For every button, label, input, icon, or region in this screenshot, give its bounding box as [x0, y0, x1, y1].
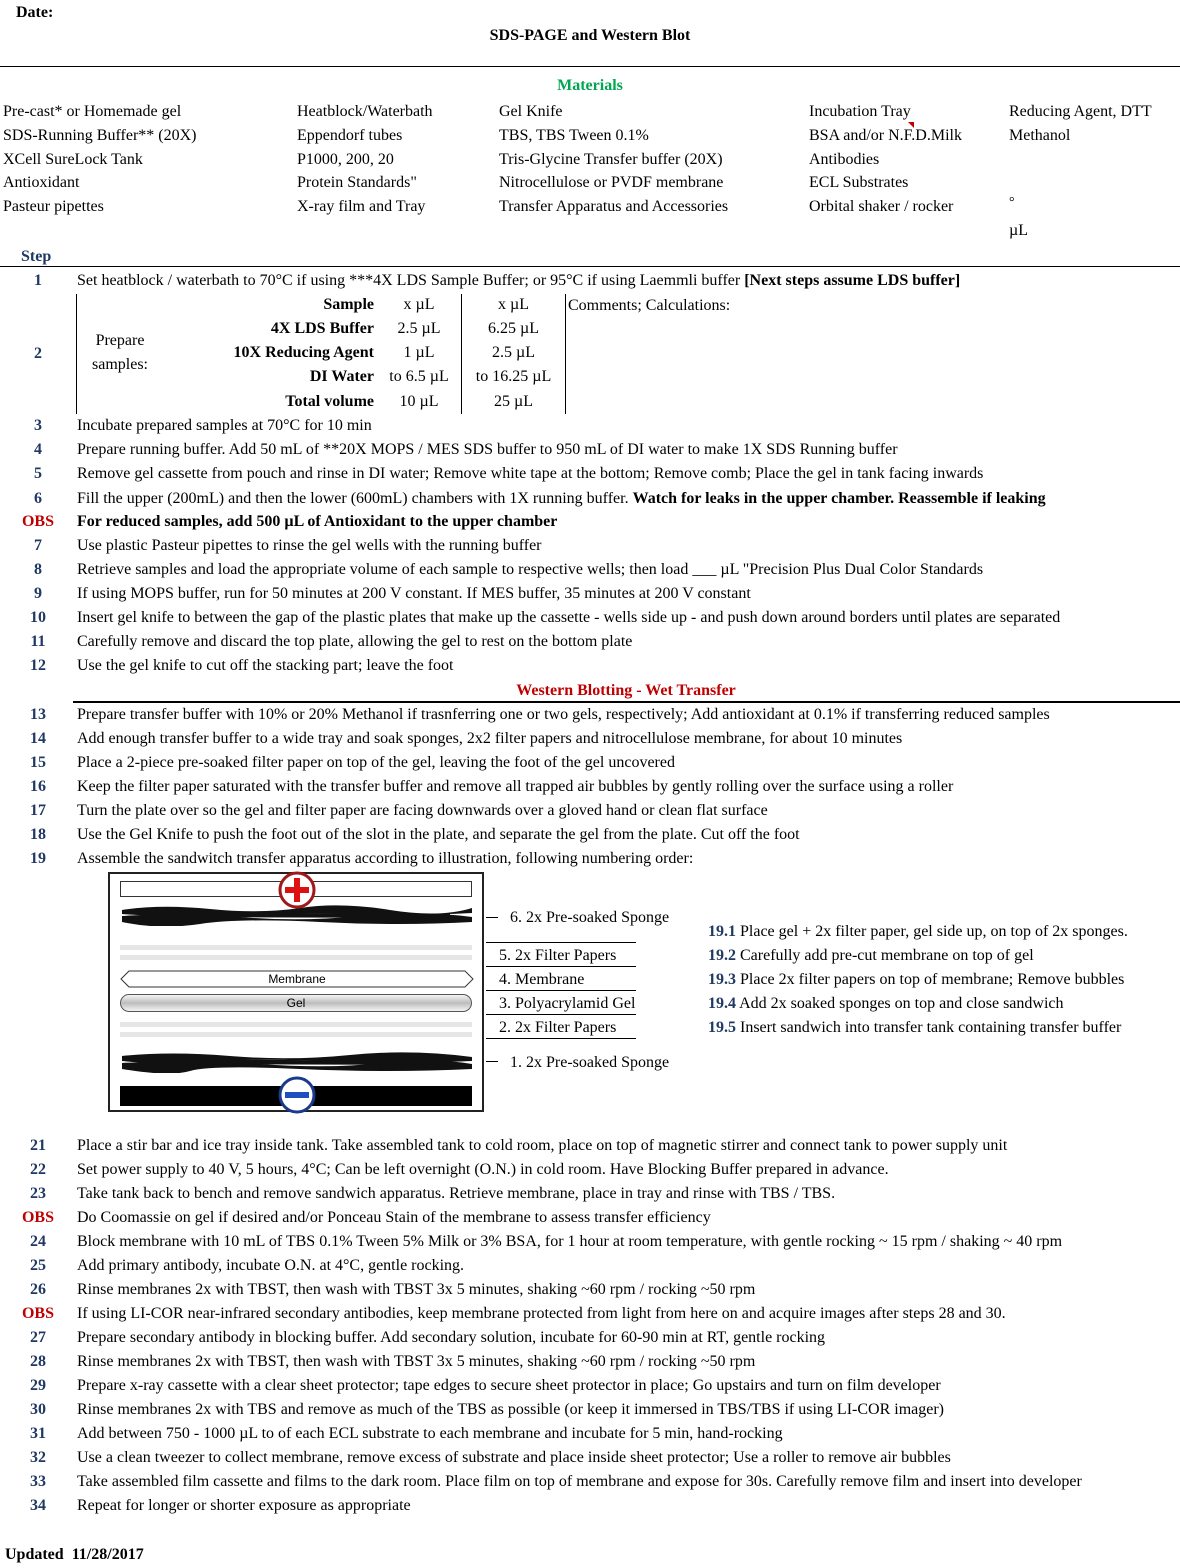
step-text: Add primary antibody, incubate O.N. at 4°C, gentle rocking.: [77, 1257, 465, 1274]
step-text: Add between 750 - 1000 µL to of each ECL substrate to each membrane and incubate for 5 min, hand-rocking: [77, 1425, 783, 1442]
step-row: [0, 729, 1180, 753]
step-row: [0, 1448, 1180, 1472]
substep-number: 19.4: [708, 995, 736, 1012]
step-number: 31: [30, 1425, 46, 1442]
substep-text: Place 2x filter papers on top of membrane; Remove bubbles: [736, 971, 1125, 988]
material-item: Protein Standards": [297, 174, 417, 191]
material-item: Pasteur pipettes: [3, 198, 104, 215]
substep-number: 19.2: [708, 947, 736, 964]
leader-line: [486, 942, 636, 943]
material-item: Nitrocellulose or PVDF membrane: [499, 174, 724, 191]
step-number: 12: [30, 657, 46, 674]
reagent-value: x µL: [498, 296, 529, 313]
negative-electrode-icon: [277, 1075, 317, 1115]
step-row: [0, 825, 1180, 849]
step-number: 34: [30, 1497, 46, 1514]
updated-date: 11/28/2017: [71, 1546, 144, 1563]
step-row: [0, 608, 1180, 632]
step-heading: Step: [21, 248, 52, 265]
layer-label: 5. 2x Filter Papers: [499, 947, 617, 964]
step-text: Turn the plate over so the gel and filter paper are facing downwards over a gloved hand or clean flat surface: [77, 802, 768, 819]
step-text: Take tank back to bench and remove sandwich apparatus. Retrieve membrane, place in tray and rinse with TBS / TBS.: [77, 1185, 836, 1202]
step-number: 21: [30, 1137, 46, 1154]
prepare-label: samples:: [92, 356, 148, 373]
step-row: [0, 440, 1180, 464]
step-text: Take assembled film cassette and films to the dark room. Place film on top of membrane and expose for 30s. Carefully remove film and insert into developer: [77, 1473, 1082, 1490]
step-group: [0, 1136, 1180, 1520]
obs-label: OBS: [21, 1305, 54, 1322]
leader-line: [486, 1061, 498, 1062]
material-item: X-ray film and Tray: [297, 198, 426, 215]
layer-label: 2. 2x Filter Papers: [499, 1019, 617, 1036]
step-number: 3: [34, 417, 42, 434]
step-text: Add enough transfer buffer to a wide tray and soak sponges, 2x2 filter papers and nitrocellulose membrane, for about 10 minutes: [77, 730, 903, 747]
positive-electrode-icon: [277, 870, 317, 910]
step-row: [0, 1184, 1180, 1208]
material-item: SDS-Running Buffer** (20X): [3, 127, 197, 144]
substep-text: Carefully add pre-cut membrane on top of gel: [736, 947, 1034, 964]
step-number: 30: [30, 1401, 46, 1418]
step-row: [0, 1136, 1180, 1160]
step-text: Assemble the sandwitch transfer apparatus according to illustration, following numbering order:: [77, 850, 694, 867]
step-text: Use the Gel Knife to push the foot out of the slot in the plate, and separate the gel from the plate. Cut off the foot: [77, 826, 800, 843]
step-row: [0, 656, 1180, 680]
leader-line: [486, 966, 636, 967]
step-number: 18: [30, 826, 46, 843]
step-number: 11: [30, 633, 46, 650]
step-number: 25: [30, 1257, 46, 1274]
step-row: [0, 1472, 1180, 1496]
obs-text: Do Coomassie on gel if desired and/or Ponceau Stain of the membrane to assess transfer efficiency: [77, 1209, 711, 1226]
material-item: Eppendorf tubes: [297, 127, 403, 144]
step-row: [0, 1328, 1180, 1352]
obs-row: [0, 1304, 1180, 1328]
step-text: Set power supply to 40 V, 5 hours, 4°C; Can be left overnight (O.N.) in cold room. Have Blocking Buffer prepared in advance.: [77, 1161, 889, 1178]
step-number: 5: [34, 465, 42, 482]
step-text: Prepare transfer buffer with 10% or 20% Methanol if trasnferring one or two gels, respectively; Add antioxidant at 0.1% if transferring reduced samples: [77, 706, 1050, 723]
step-number: 6: [34, 490, 42, 507]
step-number: 16: [30, 778, 46, 795]
material-item: Pre-cast* or Homemade gel: [3, 103, 182, 120]
step-text: Keep the filter paper saturated with the transfer buffer and remove all trapped air bubbles by gently rolling over the surface using a roller: [77, 778, 954, 795]
step-row: [0, 1496, 1180, 1520]
reagent-value: to 16.25 µL: [475, 368, 552, 385]
step-row: [0, 1280, 1180, 1304]
reagent-value: 10 µL: [399, 393, 439, 410]
reagent-value: 1 µL: [403, 344, 435, 361]
step-row: [0, 705, 1180, 729]
comments-label: Comments; Calculations:: [568, 297, 731, 314]
updated-footer: [5, 1545, 144, 1565]
substep-number: 19.1: [708, 923, 736, 940]
step-text: Block membrane with 10 mL of TBS 0.1% Tween 5% Milk or 3% BSA, for 1 hour at room temperature, with gentle rocking ~ 15 rpm / shaking ~ 40 rpm: [77, 1233, 1063, 1250]
step-row: [0, 584, 1180, 608]
step-number: 2: [34, 345, 42, 362]
step-number: 26: [30, 1281, 46, 1298]
step-text: Retrieve samples and load the appropriate volume of each sample to respective wells; then load ___ µL "Precision Plus Dual Color Standards: [77, 561, 984, 578]
step-text: Rinse membranes 2x with TBST, then wash with TBST 3x 5 minutes, shaking ~60 rpm / rocking ~50 rpm: [77, 1281, 756, 1298]
material-item: XCell SureLock Tank: [3, 151, 143, 168]
step-number: 22: [30, 1161, 46, 1178]
layer-label: 3. Polyacrylamid Gel: [499, 995, 636, 1012]
substep-row: [708, 922, 1128, 946]
step-row: [0, 777, 1180, 801]
material-item: Antibodies: [809, 151, 880, 168]
step-number: 28: [30, 1353, 46, 1370]
step-text: Prepare secondary antibody in blocking buffer. Add secondary solution, incubate for 60-90 min at RT, gentle rocking: [77, 1329, 826, 1346]
material-item: Heatblock/Waterbath: [297, 103, 433, 120]
step-row: [0, 416, 1180, 440]
step-number: 13: [30, 706, 46, 723]
gel-layer: Gel: [120, 994, 472, 1012]
step-number: 15: [30, 754, 46, 771]
leader-line: [486, 917, 498, 918]
reagent-name: 4X LDS Buffer: [270, 320, 374, 337]
material-item: ECL Substrates: [809, 174, 909, 191]
step-row: [0, 801, 1180, 825]
leader-line: [486, 990, 636, 991]
step-text: Set heatblock / waterbath to 70°C if using ***4X LDS Sample Buffer; or 95°C if using Laemmli buffer [Next steps assume LDS buffer]: [77, 272, 961, 289]
step-text: Place a stir bar and ice tray inside tank. Take assembled tank to cold room, place on top of magnetic stirrer and connect tank to power supply unit: [77, 1137, 1008, 1154]
material-item: Incubation Tray: [809, 103, 911, 120]
obs-row: [0, 512, 1180, 532]
filter-paper: [120, 945, 472, 950]
step-number: 29: [30, 1377, 46, 1394]
substep-row: [708, 1018, 1128, 1042]
substep-text: Insert sandwich into transfer tank containing transfer buffer: [736, 1019, 1122, 1036]
section-rule: [73, 701, 1180, 703]
obs-label: OBS: [21, 1209, 54, 1226]
step-number: 7: [34, 537, 42, 554]
header-rule: [0, 66, 1180, 67]
substep-number: 19.3: [708, 971, 736, 988]
filter-paper: [120, 955, 472, 960]
step-text: Repeat for longer or shorter exposure as appropriate: [77, 1497, 411, 1514]
step-row: [0, 489, 1180, 509]
step-number: 32: [30, 1449, 46, 1466]
prepare-label: Prepare: [95, 332, 145, 349]
reagent-value: to 6.5 µL: [389, 368, 449, 385]
substep-row: [708, 970, 1128, 994]
material-item: BSA and/or N.F.D.Milk: [809, 127, 962, 144]
step-number: 19: [30, 850, 46, 867]
step-row: [0, 1256, 1180, 1280]
step-row: [0, 1352, 1180, 1376]
material-item: Methanol: [1009, 127, 1071, 144]
step-text: If using MOPS buffer, run for 50 minutes at 200 V constant. If MES buffer, 35 minutes at 200 V constant: [77, 585, 751, 602]
reagent-value: 25 µL: [494, 393, 533, 410]
substep-number: 19.5: [708, 1019, 736, 1036]
page-title: SDS-PAGE and Western Blot: [489, 27, 691, 44]
date-label: Date:: [16, 4, 54, 21]
western-blot-heading: Western Blotting - Wet Transfer: [516, 682, 736, 699]
step-text: Use the gel knife to cut off the stacking part; leave the foot: [77, 657, 454, 674]
layer-label: 1. 2x Pre-soaked Sponge: [510, 1054, 670, 1071]
step-text: Prepare x-ray cassette with a clear sheet protector; tape edges to secure sheet protector in place; Go upstairs and turn on film developer: [77, 1377, 941, 1394]
reagent-value: 6.25 µL: [488, 320, 539, 337]
step-text: Carefully remove and discard the top plate, allowing the gel to rest on the bottom plate: [77, 633, 633, 650]
step-row: [0, 1232, 1180, 1256]
step-number: 24: [30, 1233, 46, 1250]
materials-heading: Materials: [557, 77, 623, 94]
step-text: Remove gel cassette from pouch and rinse in DI water; Remove white tape at the bottom; Remove comb; Place the gel in tank facing inwards: [77, 465, 984, 482]
step-row: [0, 1424, 1180, 1448]
material-item: P1000, 200, 20: [297, 151, 394, 168]
step-row: [0, 753, 1180, 777]
reagent-name: Total volume: [285, 393, 374, 410]
material-item: Tris-Glycine Transfer buffer (20X): [499, 151, 723, 168]
transfer-sandwich-diagram: [108, 872, 484, 1112]
step-text: Place a 2-piece pre-soaked filter paper on top of the gel, leaving the foot of the gel uncovered: [77, 754, 675, 771]
obs-row: [0, 1208, 1180, 1232]
leader-line: [486, 1038, 636, 1039]
table-border: [565, 294, 566, 414]
step-number: 33: [30, 1473, 46, 1490]
step-row: [0, 1400, 1180, 1424]
step-text: Rinse membranes 2x with TBST, then wash with TBST 3x 5 minutes, shaking ~60 rpm / rocking ~50 rpm: [77, 1353, 756, 1370]
step-row: [0, 1160, 1180, 1184]
microliter-symbol: µL: [1009, 222, 1028, 239]
obs-label: OBS: [21, 513, 54, 530]
material-item: Reducing Agent, DTT: [1009, 103, 1152, 120]
reagent-name: 10X Reducing Agent: [233, 344, 374, 361]
step-text: Insert gel knife to between the gap of the plastic plates that make up the cassette - wells side up - and push down around borders until plates are separated: [77, 609, 1061, 626]
step-row: [0, 464, 1180, 488]
layer-label: 4. Membrane: [499, 971, 585, 988]
sponge-icon: [120, 1051, 474, 1073]
step-number: 23: [30, 1185, 46, 1202]
substep-text: Place gel + 2x filter paper, gel side up, on top of 2x sponges.: [736, 923, 1128, 940]
step-text: Use plastic Pasteur pipettes to rinse the gel wells with the running buffer: [77, 537, 542, 554]
material-item: Gel Knife: [499, 103, 563, 120]
membrane-label: Membrane: [268, 972, 326, 986]
material-item: Orbital shaker / rocker: [809, 198, 954, 215]
leader-line: [486, 1014, 636, 1015]
reagent-name: DI Water: [309, 368, 374, 385]
step-number: 8: [34, 561, 42, 578]
step-rule: [0, 266, 1180, 267]
step-number: 4: [34, 441, 42, 458]
filter-paper: [120, 1032, 472, 1037]
step-row: [0, 632, 1180, 656]
step-text: Fill the upper (200mL) and then the lower (600mL) chambers with 1X running buffer. Watch for leaks in the upper chamber. Reassemble if leaking: [77, 490, 1046, 507]
step-row: [0, 1376, 1180, 1400]
material-item: Transfer Apparatus and Accessories: [499, 198, 729, 215]
step-number: 9: [34, 585, 42, 602]
step-row: [0, 560, 1180, 584]
obs-text: For reduced samples, add 500 µL of Antioxidant to the upper chamber: [77, 513, 558, 530]
step-row: [0, 271, 1180, 291]
step-group: [0, 705, 1180, 873]
step-group: [0, 536, 1180, 680]
material-item: TBS, TBS Tween 0.1%: [499, 127, 649, 144]
reagent-value: x µL: [403, 296, 435, 313]
step-text: Use a clean tweezer to collect membrane, remove excess of substrate and place inside sheet protector; Use a roller to remove air bubbles: [77, 1449, 951, 1466]
step-row: [0, 849, 1180, 873]
step-row: [0, 536, 1180, 560]
layer-label: 6. 2x Pre-soaked Sponge: [510, 909, 670, 926]
substep-row: [708, 994, 1128, 1018]
step-number: 14: [30, 730, 46, 747]
substep-text: Add 2x soaked sponges on top and close sandwich: [736, 995, 1064, 1012]
step-text: Rinse membranes 2x with TBS and remove as much of the TBS as possible (or keep it immersed in TBS/TBS if using LI-COR imager): [77, 1401, 945, 1418]
step-number: 27: [30, 1329, 46, 1346]
step-text: Prepare running buffer. Add 50 mL of **20X MOPS / MES SDS buffer to 950 mL of DI water to make 1X SDS Running buffer: [77, 441, 898, 458]
step-number: 17: [30, 802, 46, 819]
obs-text: If using LI-COR near-infrared secondary antibodies, keep membrane protected from light from here on and acquire images after steps 28 and 30.: [77, 1305, 1006, 1322]
material-item: Antioxidant: [3, 174, 80, 191]
reagent-value: 2.5 µL: [397, 320, 441, 337]
step-text: Incubate prepared samples at 70°C for 10 min: [77, 417, 372, 434]
step-number: 10: [30, 609, 46, 626]
substep-list: [708, 922, 1128, 1042]
degree-symbol: °: [1009, 195, 1015, 210]
step-number: 1: [34, 272, 42, 289]
updated-label: Updated: [5, 1546, 64, 1563]
table-border: [76, 294, 77, 414]
step-group: [0, 416, 1180, 488]
filter-paper: [120, 1022, 472, 1027]
reagent-name: Sample: [323, 296, 374, 313]
substep-row: [708, 946, 1128, 970]
reagent-value: 2.5 µL: [492, 344, 535, 361]
